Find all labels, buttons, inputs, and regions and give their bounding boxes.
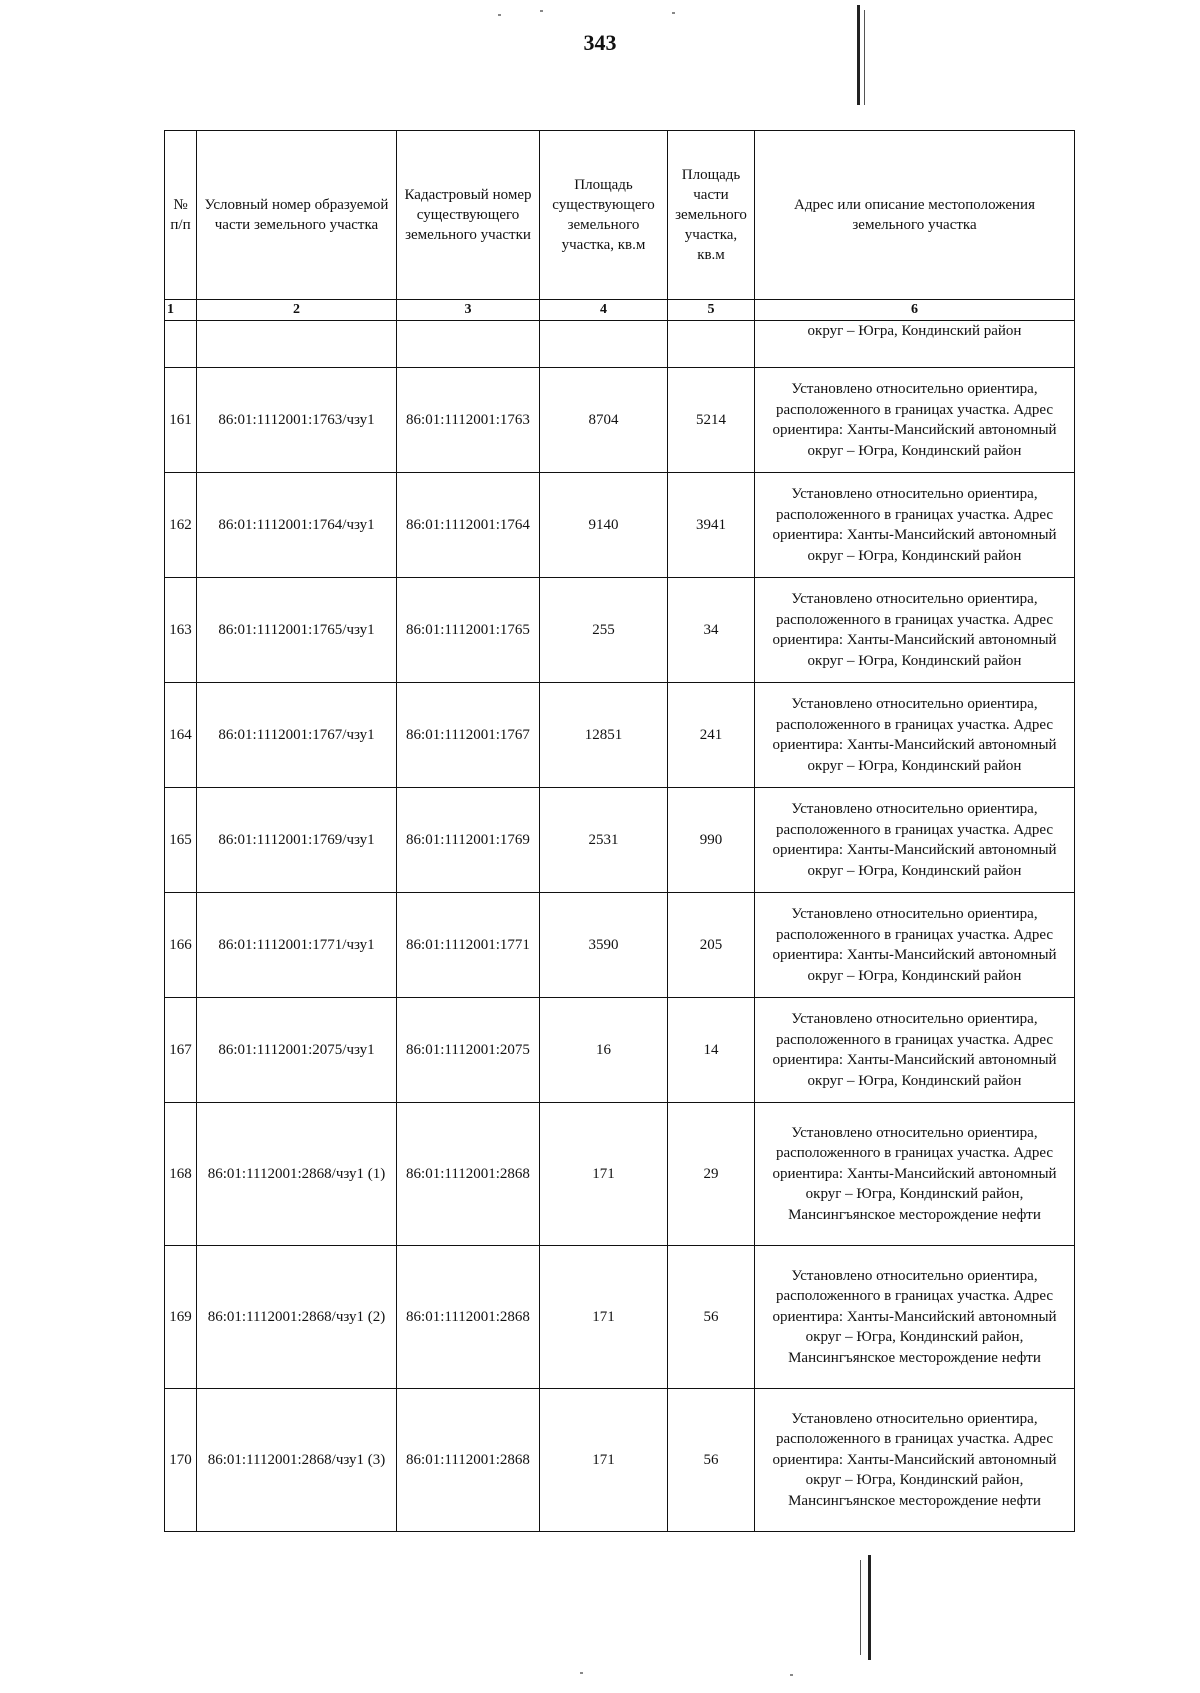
part-area-cell: 5214 xyxy=(668,368,755,473)
row-number-cell: 163 xyxy=(165,578,197,683)
cadastral-number-cell: 86:01:1112001:1763 xyxy=(397,368,540,473)
part-area-cell: 241 xyxy=(668,683,755,788)
scan-speck xyxy=(790,1674,793,1676)
part-area-cell: 990 xyxy=(668,788,755,893)
page-number: 343 xyxy=(583,30,617,55)
table-row xyxy=(165,1246,1075,1389)
address-cell: Установлено относительно ориентира, расположенного в границах участка. Адрес ориентира: Ханты-Мансийский автономный округ – Югра, Кондинский район xyxy=(755,893,1075,998)
address-cell: Установлено относительно ориентира, расположенного в границах участка. Адрес ориентира: Ханты-Мансийский автономный округ – Югра, Кондинский район, Мансингъянское месторождение нефти xyxy=(755,1103,1075,1246)
row-number-cell: 167 xyxy=(165,998,197,1103)
part-area-cell: 3941 xyxy=(668,473,755,578)
empty-cell xyxy=(197,321,397,368)
column-index-cell: 6 xyxy=(755,300,1075,321)
existing-area-cell: 255 xyxy=(540,578,668,683)
header-cell: Условный номер образуемой части земельного участка xyxy=(197,131,397,300)
existing-area-cell: 3590 xyxy=(540,893,668,998)
existing-area-cell: 171 xyxy=(540,1389,668,1532)
table-row xyxy=(165,1389,1075,1532)
cadastral-number-cell: 86:01:1112001:1771 xyxy=(397,893,540,998)
scan-edge-line xyxy=(864,10,865,105)
table-row xyxy=(165,683,1075,788)
header-cell: Кадастровый номер существующего земельного участки xyxy=(397,131,540,300)
cadastral-number-cell: 86:01:1112001:2868 xyxy=(397,1103,540,1246)
part-area-cell: 56 xyxy=(668,1246,755,1389)
part-area-cell: 205 xyxy=(668,893,755,998)
table-row xyxy=(165,893,1075,998)
cadastral-number-cell: 86:01:1112001:1767 xyxy=(397,683,540,788)
part-number-cell: 86:01:1112001:2868/чзу1 (2) xyxy=(197,1246,397,1389)
part-area-cell: 56 xyxy=(668,1389,755,1532)
column-index-cell: 2 xyxy=(197,300,397,321)
header-cell: Площадь существующего земельного участка, кв.м xyxy=(540,131,668,300)
row-number-cell: 165 xyxy=(165,788,197,893)
scan-edge-line xyxy=(868,1555,871,1660)
column-index-row xyxy=(165,300,1075,321)
address-cell: Установлено относительно ориентира, расположенного в границах участка. Адрес ориентира: Ханты-Мансийский автономный округ – Югра, Кондинский район xyxy=(755,998,1075,1103)
table-row xyxy=(165,1103,1075,1246)
existing-area-cell: 2531 xyxy=(540,788,668,893)
part-number-cell: 86:01:1112001:2075/чзу1 xyxy=(197,998,397,1103)
part-area-cell: 29 xyxy=(668,1103,755,1246)
row-number-cell: 170 xyxy=(165,1389,197,1532)
existing-area-cell: 171 xyxy=(540,1103,668,1246)
empty-cell xyxy=(540,321,668,368)
existing-area-cell: 16 xyxy=(540,998,668,1103)
column-index-cell: 4 xyxy=(540,300,668,321)
existing-area-cell: 9140 xyxy=(540,473,668,578)
part-number-cell: 86:01:1112001:1764/чзу1 xyxy=(197,473,397,578)
cadastral-number-cell: 86:01:1112001:2868 xyxy=(397,1389,540,1532)
part-number-cell: 86:01:1112001:2868/чзу1 (1) xyxy=(197,1103,397,1246)
row-number-cell: 164 xyxy=(165,683,197,788)
cadastral-number-cell: 86:01:1112001:1764 xyxy=(397,473,540,578)
address-cell: Установлено относительно ориентира, расположенного в границах участка. Адрес ориентира: Ханты-Мансийский автономный округ – Югра, Кондинский район xyxy=(755,578,1075,683)
scan-edge-line xyxy=(857,5,860,105)
address-cell: Установлено относительно ориентира, расположенного в границах участка. Адрес ориентира: Ханты-Мансийский автономный округ – Югра, Кондинский район xyxy=(755,368,1075,473)
address-cell: Установлено относительно ориентира, расположенного в границах участка. Адрес ориентира: Ханты-Мансийский автономный округ – Югра, Кондинский район, Мансингъянское месторождение нефти xyxy=(755,1246,1075,1389)
address-cell: округ – Югра, Кондинский район xyxy=(755,321,1075,368)
table-row xyxy=(165,368,1075,473)
column-index-cell: 5 xyxy=(668,300,755,321)
part-area-cell: 14 xyxy=(668,998,755,1103)
existing-area-cell: 8704 xyxy=(540,368,668,473)
table-row xyxy=(165,473,1075,578)
address-cell: Установлено относительно ориентира, расположенного в границах участка. Адрес ориентира: Ханты-Мансийский автономный округ – Югра, Кондинский район xyxy=(755,473,1075,578)
scan-speck xyxy=(540,10,543,12)
cadastral-number-cell: 86:01:1112001:1769 xyxy=(397,788,540,893)
part-number-cell: 86:01:1112001:1769/чзу1 xyxy=(197,788,397,893)
land-parcels-table xyxy=(164,130,1075,1532)
existing-area-cell: 171 xyxy=(540,1246,668,1389)
header-cell: Адрес или описание местоположения земельного участка xyxy=(755,131,1075,300)
part-number-cell: 86:01:1112001:1771/чзу1 xyxy=(197,893,397,998)
table-row xyxy=(165,578,1075,683)
header-cell: № п/п xyxy=(165,131,197,300)
row-number-cell: 161 xyxy=(165,368,197,473)
row-number-cell: 169 xyxy=(165,1246,197,1389)
continuation-row xyxy=(165,321,1075,368)
scan-edge-line xyxy=(860,1560,861,1655)
scan-speck xyxy=(580,1672,583,1674)
row-number-cell: 166 xyxy=(165,893,197,998)
existing-area-cell: 12851 xyxy=(540,683,668,788)
scan-speck xyxy=(498,14,501,16)
table-row xyxy=(165,788,1075,893)
part-number-cell: 86:01:1112001:1767/чзу1 xyxy=(197,683,397,788)
cadastral-number-cell: 86:01:1112001:1765 xyxy=(397,578,540,683)
empty-cell xyxy=(397,321,540,368)
empty-cell xyxy=(668,321,755,368)
part-number-cell: 86:01:1112001:1763/чзу1 xyxy=(197,368,397,473)
table-row xyxy=(165,998,1075,1103)
row-number-cell: 168 xyxy=(165,1103,197,1246)
address-cell: Установлено относительно ориентира, расположенного в границах участка. Адрес ориентира: Ханты-Мансийский автономный округ – Югра, Кондинский район xyxy=(755,788,1075,893)
part-number-cell: 86:01:1112001:2868/чзу1 (3) xyxy=(197,1389,397,1532)
empty-cell xyxy=(165,321,197,368)
column-index-cell: 3 xyxy=(397,300,540,321)
cadastral-number-cell: 86:01:1112001:2868 xyxy=(397,1246,540,1389)
address-cell: Установлено относительно ориентира, расположенного в границах участка. Адрес ориентира: Ханты-Мансийский автономный округ – Югра, Кондинский район xyxy=(755,683,1075,788)
cadastral-number-cell: 86:01:1112001:2075 xyxy=(397,998,540,1103)
part-area-cell: 34 xyxy=(668,578,755,683)
part-number-cell: 86:01:1112001:1765/чзу1 xyxy=(197,578,397,683)
header-row xyxy=(165,131,1075,300)
column-index-cell: 1 xyxy=(165,300,197,321)
header-cell: Площадь части земельного участка, кв.м xyxy=(668,131,755,300)
address-cell: Установлено относительно ориентира, расположенного в границах участка. Адрес ориентира: Ханты-Мансийский автономный округ – Югра, Кондинский район, Мансингъянское месторождение нефти xyxy=(755,1389,1075,1532)
scan-speck xyxy=(672,12,675,14)
row-number-cell: 162 xyxy=(165,473,197,578)
